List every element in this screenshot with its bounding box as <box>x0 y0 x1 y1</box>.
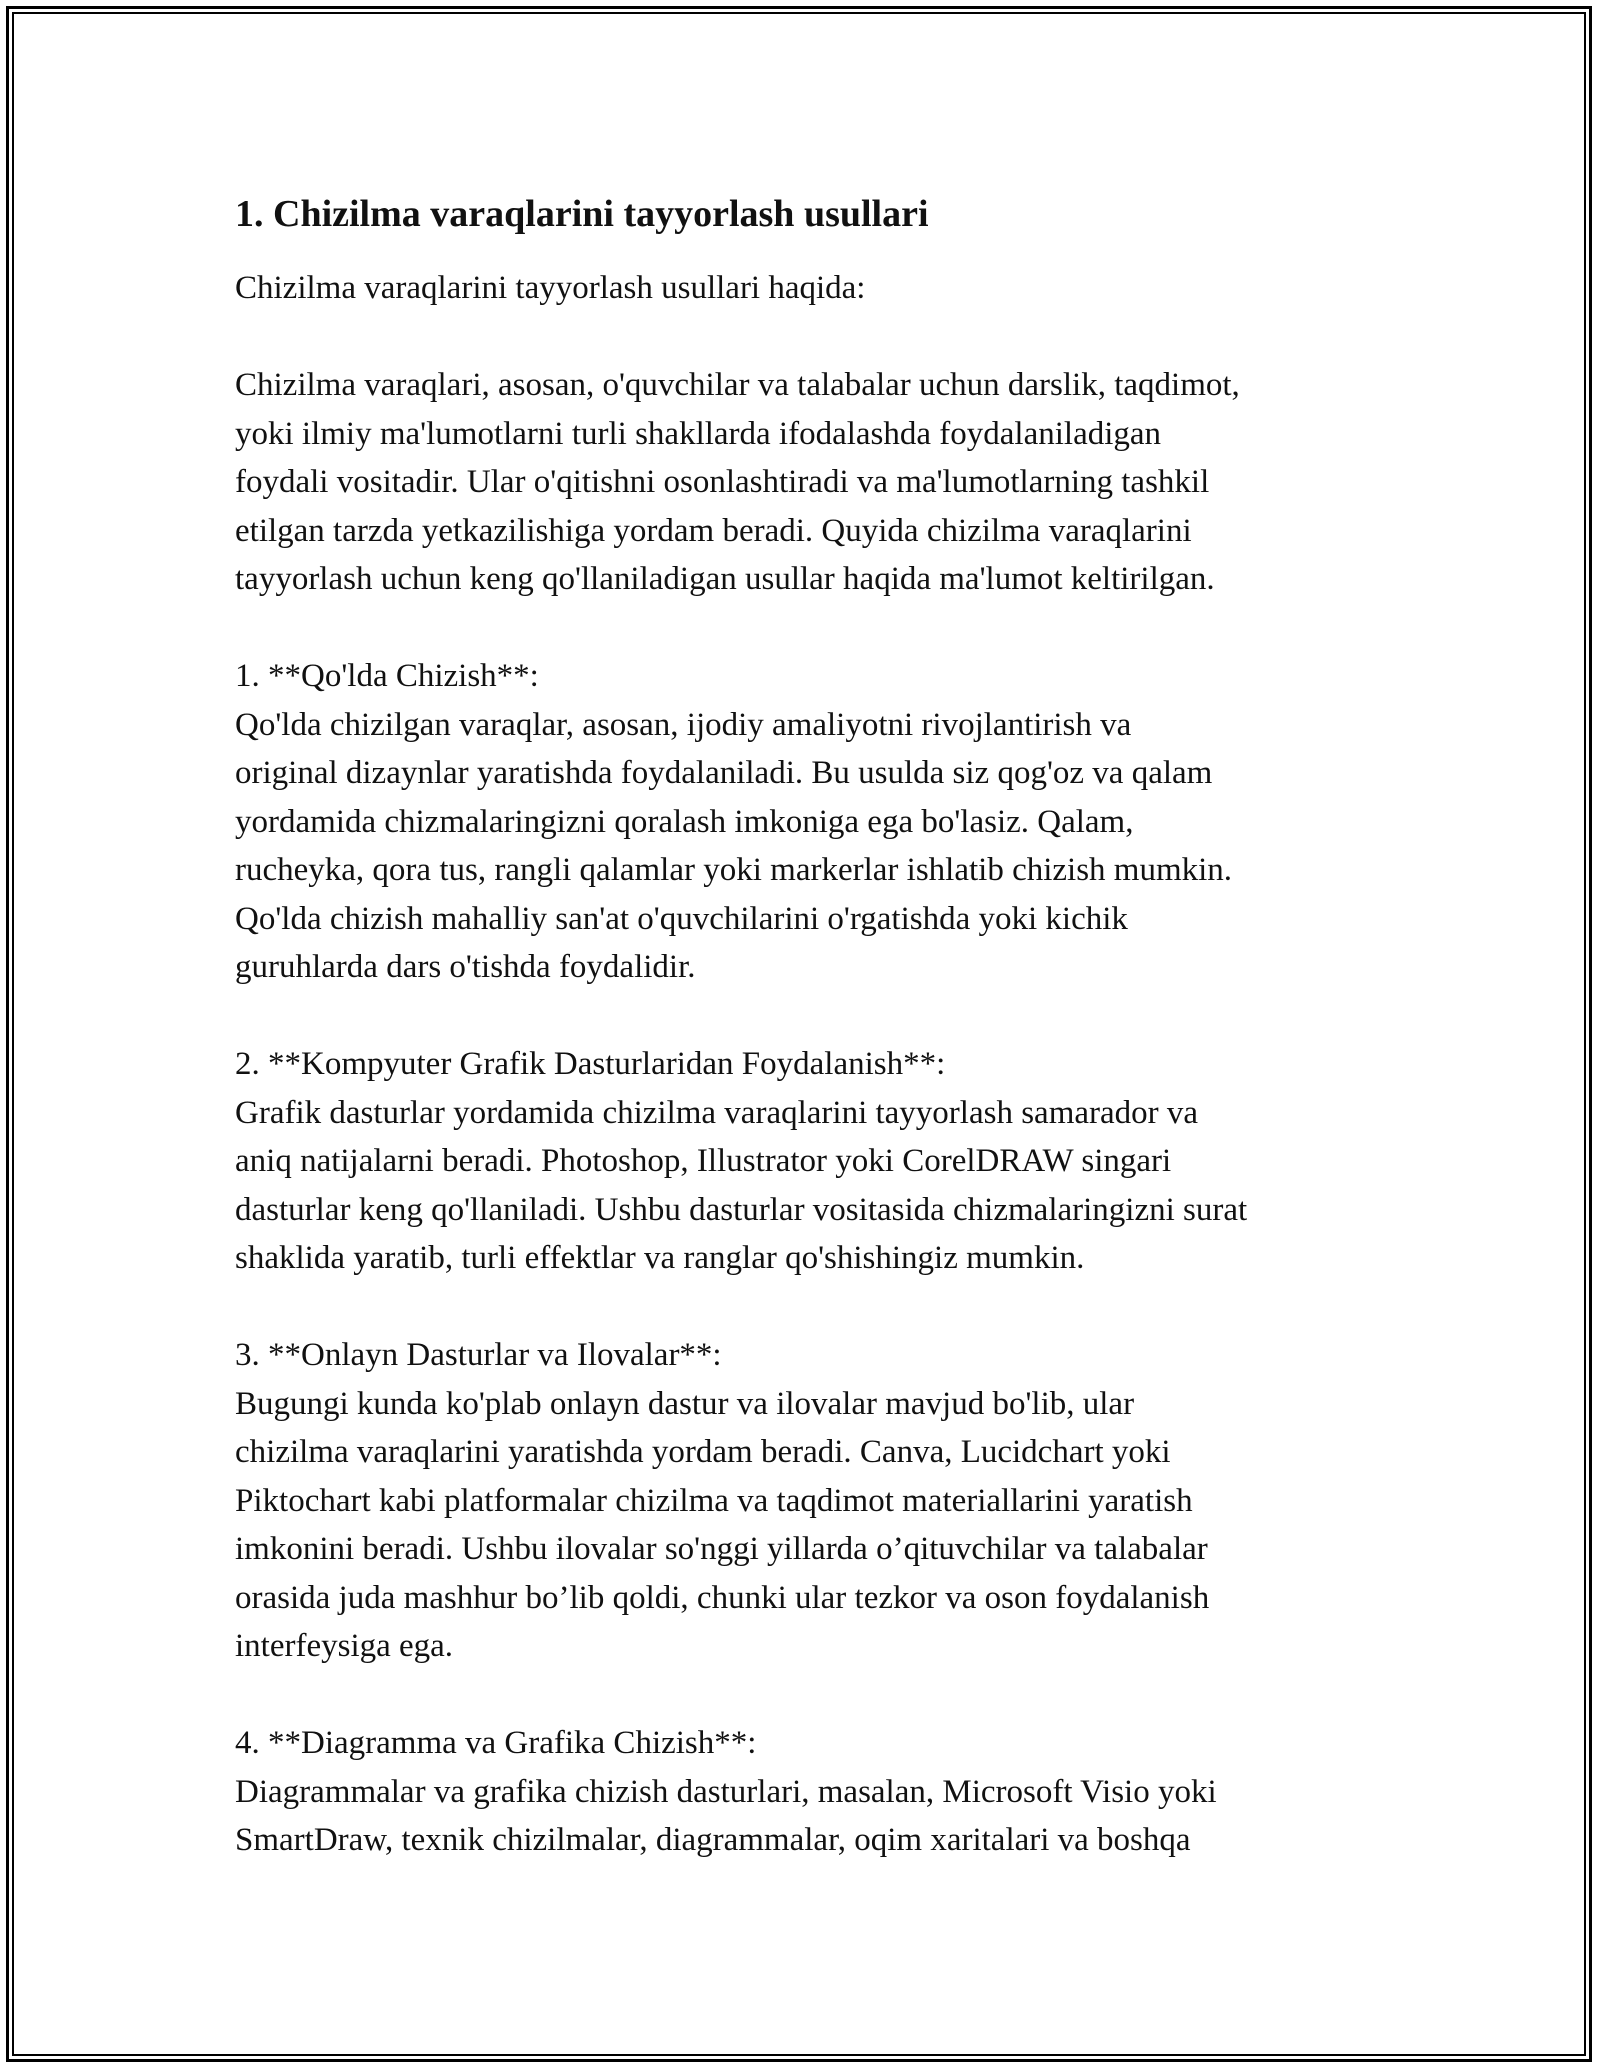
intro-line: Chizilma varaqlarini tayyorlash usullari haqida: <box>235 270 866 306</box>
spacer <box>235 1671 1385 1720</box>
document-title: 1. Chizilma varaqlarini tayyorlash usullari <box>235 193 929 235</box>
section-heading: 1. **Qo'lda Chizish**: <box>235 658 539 694</box>
section-heading: 4. **Diagramma va Grafika Chizish**: <box>235 1725 757 1761</box>
section-heading: 2. **Kompyuter Grafik Dasturlaridan Foydalanish**: <box>235 1046 946 1082</box>
spacer <box>235 604 1385 653</box>
section-body: Bugungi kunda ko'plab onlayn dastur va ilovalar mavjud bo'lib, ular chizilma varaqlarini yaratishda yordam beradi. Canva, Lucidchart yoki Piktochart kabi platformalar chizilma va taqdimot materiallarini yaratish imkonini beradi. Ushbu ilovalar so'nggi yillarda o’qituvchilar va talabalar orasida juda mashhur bo’lib qoldi, chunki ular tezkor va oson foydalanish interfeysiga ega. <box>235 1385 1210 1664</box>
spacer <box>235 313 1385 362</box>
intro-paragraph: Chizilma varaqlari, asosan, o'quvchilar va talabalar uchun darslik, taqdimot, yoki ilmiy ma'lumotlarni turli shakllarda ifodalashda foydalaniladigan foydali vositadir. Ular o'qitishni osonlashtiradi va ma'lumotlarning tashkil etilgan tarzda yetkazilishiga yordam beradi. Quyida chizilma varaqlarini tayyorlash uchun keng qo'llaniladigan usullar haqida ma'lumot keltirilgan. <box>235 367 1240 597</box>
section-2 <box>235 1040 1385 1283</box>
section-body: Grafik dasturlar yordamida chizilma varaqlarini tayyorlash samarador va aniq natijalarni beradi. Photoshop, Illustrator yoki CorelDRAW singari dasturlar keng qo'llaniladi. Ushbu dasturlar vositasida chizmalaringizni surat shaklida yaratib, turli effektlar va ranglar qo'shishingiz mumkin. <box>235 1094 1248 1276</box>
spacer <box>235 1283 1385 1332</box>
section-4 <box>235 1719 1385 1865</box>
section-heading: 3. **Onlayn Dasturlar va Ilovalar**: <box>235 1337 722 1373</box>
spacer <box>235 992 1385 1041</box>
section-3 <box>235 1331 1385 1671</box>
section-body: Qo'lda chizilgan varaqlar, asosan, ijodiy amaliyotni rivojlantirish va original dizaynlar yaratishda foydalaniladi. Bu usulda siz qog'oz va qalam yordamida chizmalaringizni qoralash imkoniga ega bo'lasiz. Qalam, rucheyka, qora tus, rangli qalamlar yoki markerlar ishlatib chizish mumkin. Qo'lda chizish mahalliy san'at o'quvchilarini o'rgatishda yoki kichik guruhlarda dars o'tishda foydalidir. <box>235 706 1233 985</box>
section-body: Diagrammalar va grafika chizish dasturlari, masalan, Microsoft Visio yoki SmartDraw, texnik chizilmalar, diagrammalar, oqim xaritalari va boshqa <box>235 1773 1217 1858</box>
document-page <box>235 186 1385 1865</box>
section-1 <box>235 652 1385 992</box>
